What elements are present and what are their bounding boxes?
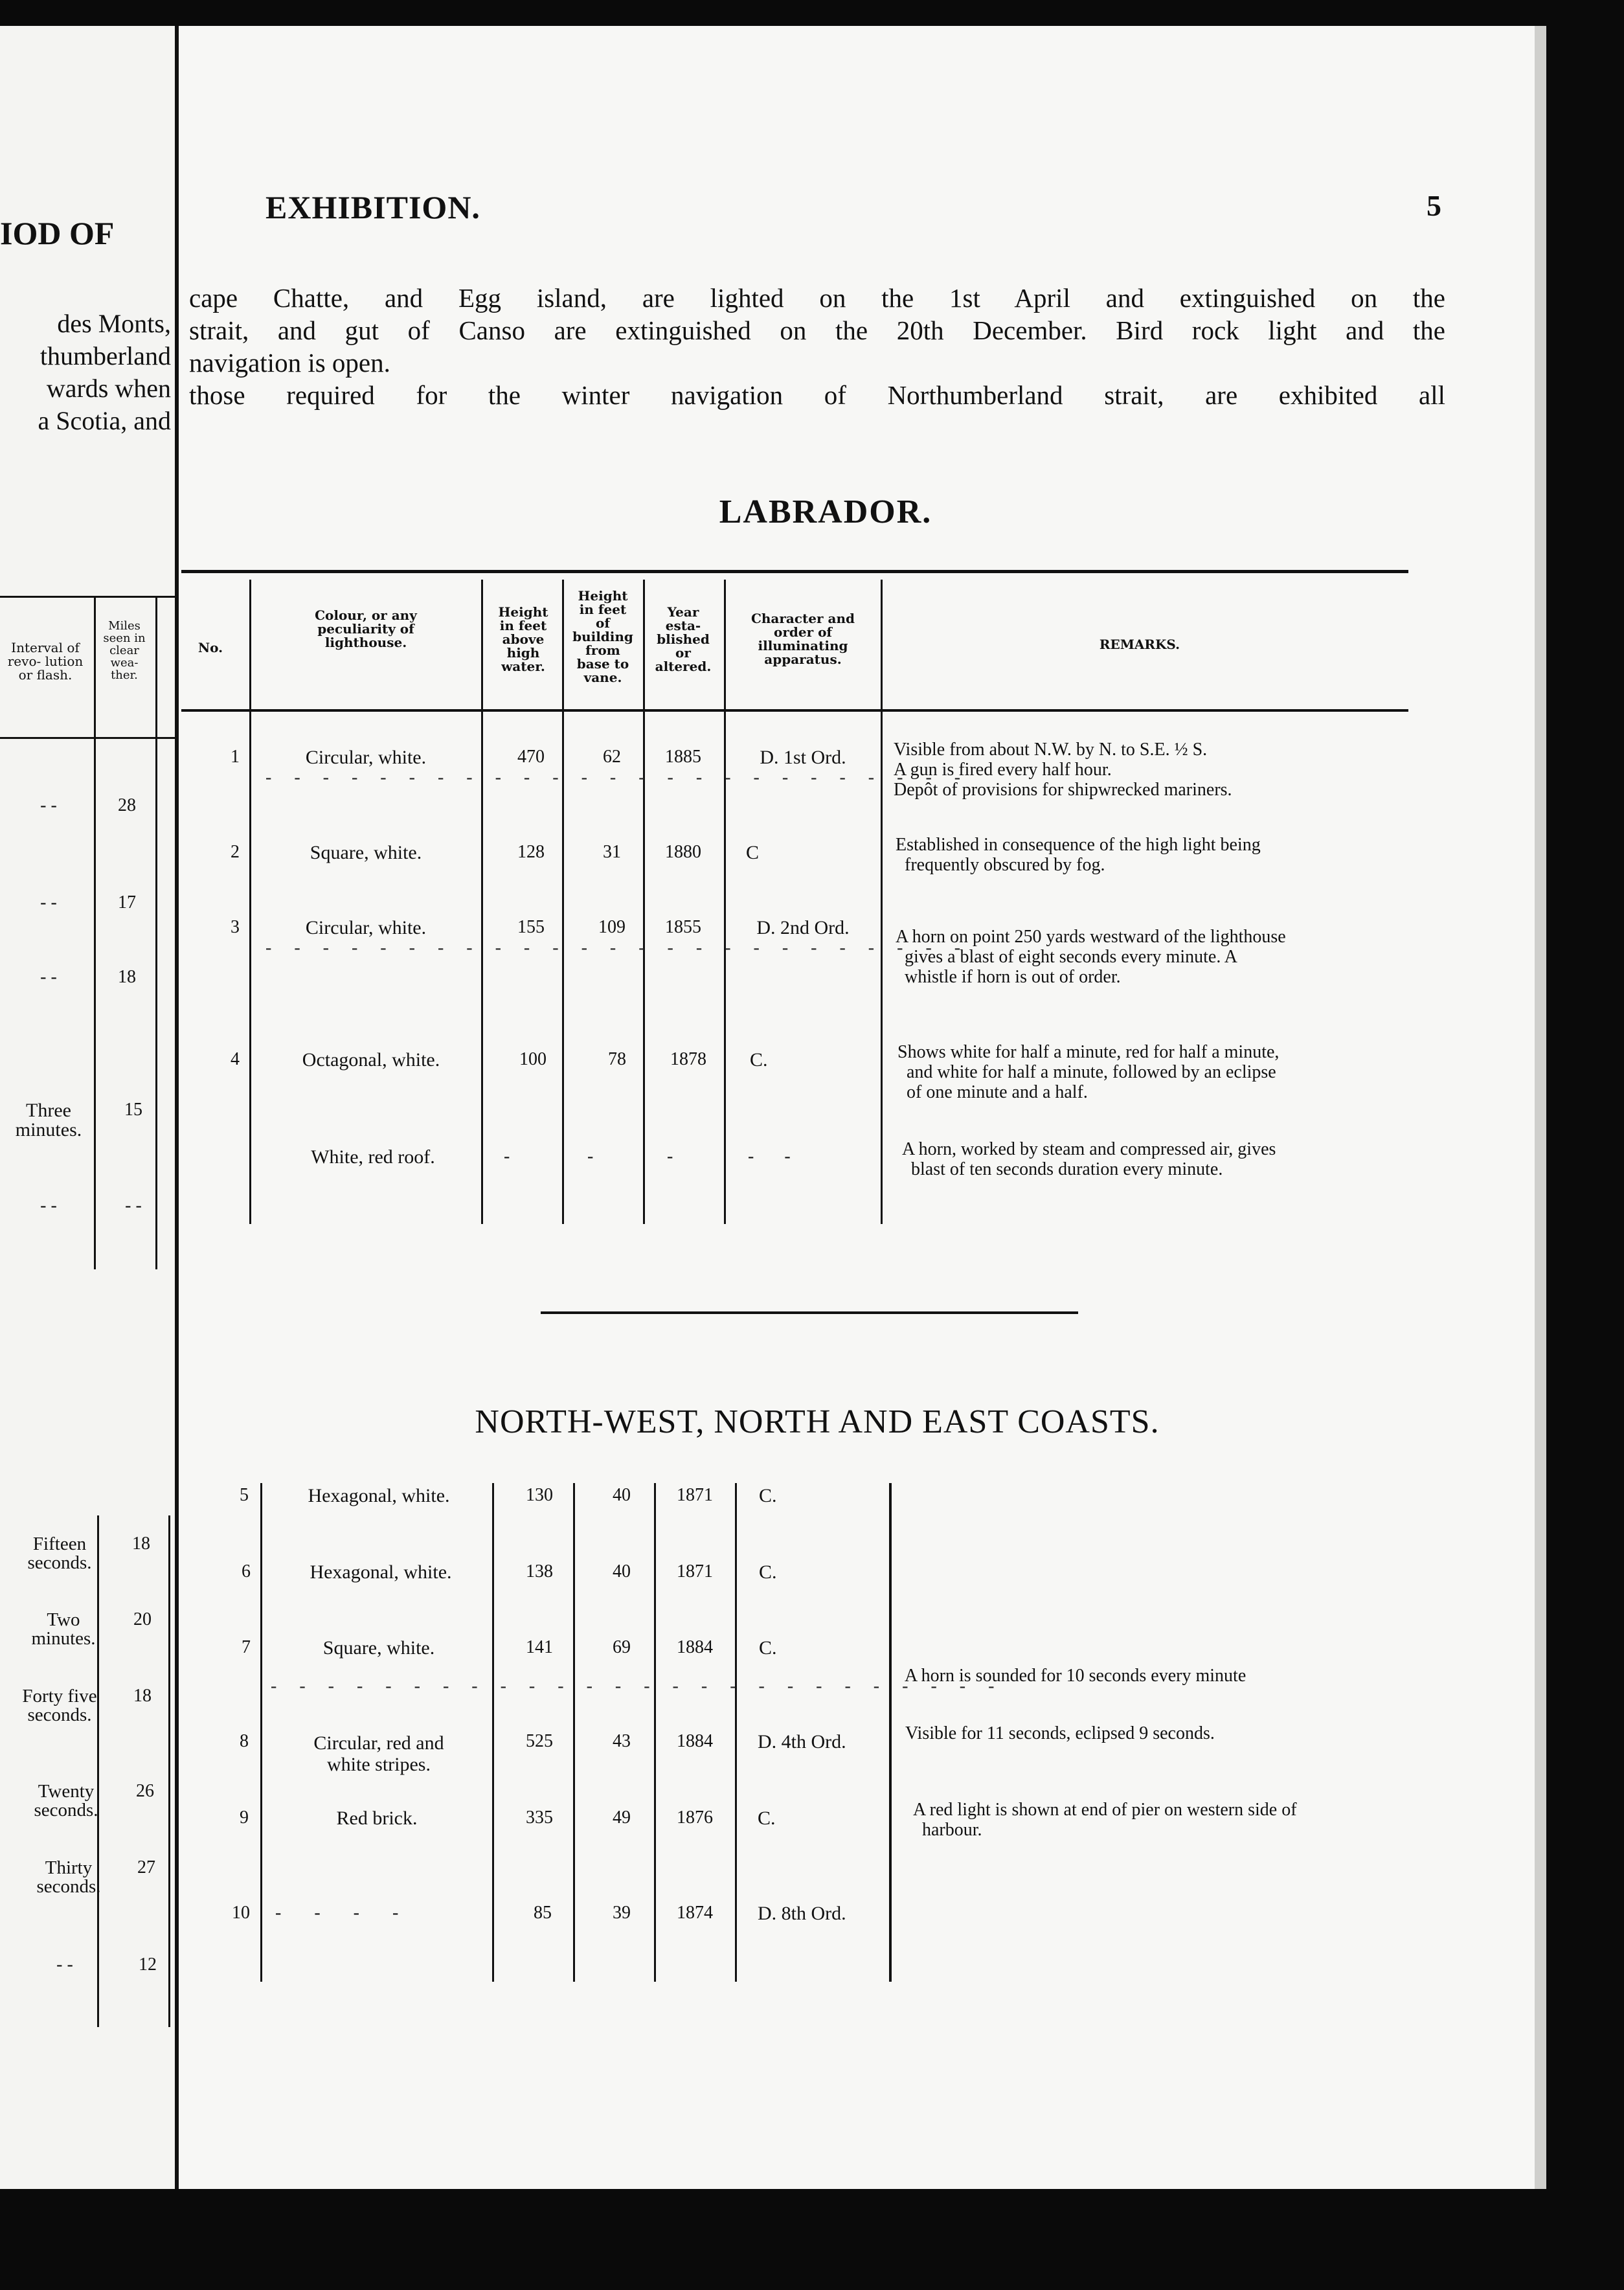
left-interval: Thirty seconds. [36, 1857, 101, 1897]
column-rule [881, 580, 883, 1224]
cell-no: 9 [240, 1808, 249, 1828]
cell-height-above: 130 [526, 1485, 553, 1505]
cell-height-above: - [504, 1146, 510, 1166]
cell-colour: Circular, white. [305, 917, 427, 938]
cell-character: D. 2nd Ord. [756, 917, 850, 938]
running-head: EXHIBITION. [265, 189, 480, 225]
table-top-rule [181, 570, 1408, 573]
cell-remarks: Established in consequence of the high light being frequently obscured by fog. [896, 835, 1261, 875]
header-height-above: Height in feet above high water. [498, 604, 548, 674]
cell-height-building: - [587, 1146, 594, 1166]
column-rule [562, 580, 564, 1224]
cell-character: D. 8th Ord. [758, 1903, 846, 1924]
leader-dashes: - - - - - - - - - - - - - - - - - - - - - - - - - [265, 767, 970, 788]
section-title-coasts: NORTH-WEST, NORTH AND EAST COASTS. [475, 1403, 1160, 1440]
cell-colour: Square, white. [310, 842, 422, 863]
left-interval: Twenty seconds. [34, 1781, 98, 1820]
intro-line: strait, and gut of Canso are extinguished on the 20th December. Bird rock light and the [189, 315, 1445, 345]
cell-year: 1876 [677, 1808, 713, 1828]
left-interval: Fifteen seconds. [27, 1534, 92, 1573]
cell-height-building: 39 [613, 1903, 631, 1923]
column-rule [481, 580, 483, 1224]
cell-year: 1884 [677, 1637, 713, 1657]
section-title-labrador: LABRADOR. [719, 493, 932, 530]
cell-remarks: Visible for 11 seconds, eclipsed 9 seconds. [905, 1723, 1215, 1743]
cell-character: C. [758, 1808, 776, 1829]
left-interval: Forty five seconds. [22, 1686, 97, 1725]
cell-no: 4 [231, 1049, 240, 1069]
column-rule [643, 580, 645, 1224]
left-interval: Three minutes. [15, 1100, 82, 1140]
intro-line: those required for the winter navigation of Northumberland strait, are exhibited all [189, 380, 1445, 410]
column-rule [492, 1483, 494, 1982]
cell-height-above: 155 [517, 917, 545, 937]
left-text-line: wards when [46, 374, 171, 403]
left-interval: - - [40, 967, 57, 987]
cell-colour: Hexagonal, white. [308, 1485, 450, 1506]
header-character: Character and order of illuminating apparatus. [750, 611, 855, 667]
cell-height-building: 31 [603, 842, 621, 862]
cell-colour: Circular, white. [305, 747, 427, 768]
cell-character: - - [748, 1146, 804, 1166]
page-edge [1535, 26, 1546, 2189]
cell-colour: Hexagonal, white. [310, 1561, 452, 1583]
cell-character: C [746, 842, 760, 863]
left-page-fragment [0, 26, 175, 2189]
cell-remarks: A red light is shown at end of pier on western side of harbour. [913, 1800, 1297, 1840]
leader-dashes: - - - - - - - - - - - - - - - - - - - - - - - - - [265, 938, 970, 958]
left-miles: 20 [133, 1609, 152, 1629]
left-miles: 17 [118, 892, 136, 913]
left-table-rule [0, 596, 175, 598]
cell-no: 10 [232, 1903, 250, 1923]
cell-year: 1855 [665, 917, 701, 937]
left-text-line: thumberland [39, 341, 171, 370]
cell-no: 3 [231, 917, 240, 937]
cell-height-building: 62 [603, 747, 621, 767]
left-column-rule [168, 1515, 170, 2027]
cell-height-building: 78 [608, 1049, 626, 1069]
cell-no: 1 [231, 747, 240, 767]
left-column-rule [155, 596, 157, 1269]
left-text-line: a Scotia, and [38, 406, 171, 435]
cell-colour: Red brick. [336, 1808, 418, 1829]
cell-character: C. [759, 1485, 777, 1506]
left-miles: 28 [118, 795, 136, 815]
cell-height-above: 335 [526, 1808, 553, 1828]
left-interval: - - [40, 1196, 57, 1216]
cell-colour: Octagonal, white. [302, 1049, 440, 1071]
cell-height-building: 69 [613, 1637, 631, 1657]
cell-height-above: 138 [526, 1561, 553, 1581]
left-miles: 12 [139, 1955, 157, 1975]
cell-no: 5 [240, 1485, 249, 1505]
left-column-rule [94, 596, 96, 1269]
left-interval: - - [40, 795, 57, 815]
left-column-rule [97, 1515, 99, 2027]
intro-line: cape Chatte, and Egg island, are lighted on the 1st April and extinguished on the [189, 283, 1445, 313]
cell-height-building: 43 [613, 1731, 631, 1751]
leader-dashes: - - - - - - - - - - - - - - - - - - - - - - - - - - [271, 1676, 1004, 1696]
left-column-header: Interval of revo- lution or flash. [7, 640, 84, 683]
section-divider [541, 1311, 1078, 1314]
cell-height-above: 470 [517, 747, 545, 767]
cell-character: C. [759, 1561, 777, 1583]
left-miles: 27 [137, 1857, 155, 1877]
cell-no: 7 [242, 1637, 251, 1657]
cell-height-above: 85 [534, 1903, 552, 1923]
left-heading-fragment: IOD OF [0, 215, 115, 251]
cell-height-above: 128 [517, 842, 545, 862]
cell-height-building: 40 [613, 1485, 631, 1505]
left-interval: Two minutes. [31, 1609, 96, 1649]
cell-remarks: A horn, worked by steam and compressed air, gives blast of ten seconds duration every minute. [902, 1139, 1276, 1179]
page-number: 5 [1427, 189, 1441, 222]
cell-no: 8 [240, 1731, 249, 1751]
cell-height-above: 141 [526, 1637, 553, 1657]
cell-character: D. 4th Ord. [758, 1731, 846, 1752]
left-miles: 26 [136, 1781, 154, 1801]
cell-remarks: A horn on point 250 yards westward of the lighthouse gives a blast of eight seconds every minute. A whistle if horn is out of order. [896, 927, 1286, 987]
cell-character: C. [750, 1049, 768, 1071]
column-rule [735, 1483, 737, 1982]
left-table-rule [0, 737, 175, 739]
column-rule [724, 580, 726, 1224]
cell-colour: Square, white. [322, 1637, 435, 1659]
cell-year: 1885 [665, 747, 701, 767]
cell-height-building: 109 [598, 917, 626, 937]
cell-height-above: 525 [526, 1731, 553, 1751]
cell-no: 2 [231, 842, 240, 862]
header-year: Year esta- blished or altered. [655, 604, 712, 674]
cell-remarks: Shows white for half a minute, red for half a minute, and white for half a minute, followed by an eclipse of one minute and a half. [897, 1042, 1280, 1102]
left-miles: 18 [133, 1686, 152, 1706]
cell-colour: - - - - [275, 1903, 413, 1923]
cell-year: - [667, 1146, 673, 1166]
cell-colour: White, red roof. [311, 1146, 435, 1168]
left-interval: - - [56, 1955, 73, 1975]
cell-year: 1871 [677, 1485, 713, 1505]
cell-height-building: 49 [613, 1808, 631, 1828]
table-header-rule [181, 709, 1408, 712]
intro-line: navigation is open. [189, 348, 390, 378]
left-miles: - - [125, 1196, 142, 1216]
left-miles: 18 [132, 1534, 150, 1554]
header-height-building: Height in feet of building from base to vane. [572, 588, 633, 685]
cell-colour: Circular, red and white stripes. [313, 1732, 444, 1775]
header-colour: Colour, or any peculiarity of lighthouse. [315, 607, 417, 650]
cell-no: 6 [242, 1561, 251, 1581]
left-column-header: Miles seen in clear wea- ther. [103, 619, 146, 682]
cell-year: 1874 [677, 1903, 713, 1923]
header-remarks: REMARKS. [1099, 637, 1180, 652]
cell-year: 1878 [670, 1049, 706, 1069]
cell-remarks: Visible from about N.W. by N. to S.E. ½ S. A gun is fired every half hour. Depôt of provisions for shipwrecked mariners. [894, 740, 1232, 800]
cell-character: D. 1st Ord. [760, 747, 846, 768]
cell-year: 1880 [665, 842, 701, 862]
left-miles: 15 [124, 1100, 142, 1120]
left-miles: 18 [118, 967, 136, 987]
cell-remarks: A horn is sounded for 10 seconds every minute [905, 1666, 1246, 1686]
column-rule [654, 1483, 656, 1982]
column-rule [889, 1483, 892, 1982]
cell-year: 1884 [677, 1731, 713, 1751]
column-rule [573, 1483, 575, 1982]
cell-height-above: 100 [519, 1049, 547, 1069]
cell-character: C. [759, 1637, 777, 1659]
column-rule [260, 1483, 262, 1982]
header-no: No. [197, 640, 223, 655]
column-rule [249, 580, 251, 1224]
cell-year: 1871 [677, 1561, 713, 1581]
left-interval: - - [40, 892, 57, 913]
left-text-line: des Monts, [57, 309, 171, 338]
cell-height-building: 40 [613, 1561, 631, 1581]
